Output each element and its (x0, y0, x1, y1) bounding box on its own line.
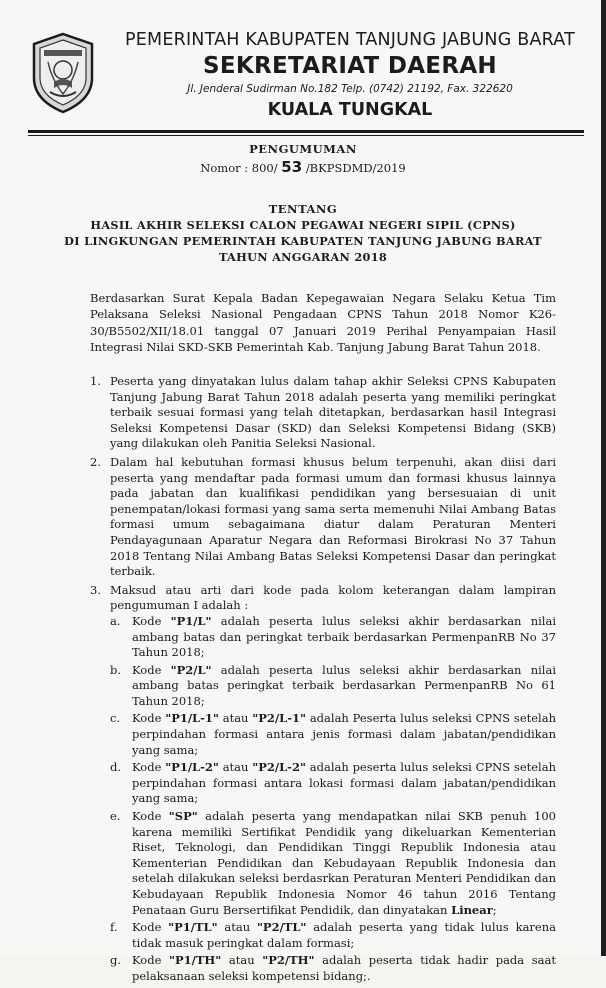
subitem-marker: e. (110, 809, 121, 824)
code-definition (110, 760, 556, 807)
item-marker: 1. (90, 374, 101, 388)
number-prefix: Nomor : 800/ (200, 161, 278, 175)
code-label: "P1/TL" (168, 920, 218, 935)
subitem-post: adalah Peserta lulus seleksi CPNS setelah perpindahan formasi antara jenis formasi dalam jabatan/pendidikan yang sama; (132, 711, 556, 757)
subitem-mid: atau (221, 953, 263, 968)
code-definition (110, 809, 556, 918)
item-text: Maksud atau arti dari kode pada kolom keterangan dalam lampiran pengumuman I adalah : (110, 582, 556, 613)
subitem-marker: d. (110, 760, 122, 775)
code-label-alt: "P2/TH" (262, 953, 315, 968)
subitem-post: adalah peserta tidak hadir pada saat pelaksanaan seleksi kompetensi bidang;. (132, 953, 556, 983)
code-label-alt: "P2/L-1" (252, 711, 306, 726)
about-heading: TENTANG (268, 202, 338, 216)
letterhead (110, 28, 590, 121)
subitem-post: adalah peserta lulus seleksi akhir berdasarkan nilai ambang batas dan peringkat terbaik berdasarkan PermenpanRB No 37 Tahun 2018; (132, 613, 556, 660)
government-name: PEMERINTAH KABUPATEN TANJUNG JABUNG BARAT (125, 30, 575, 50)
number-value: 53 (281, 158, 303, 176)
subitem-pre: Kode (132, 953, 169, 968)
subitem-post: adalah peserta lulus seleksi CPNS setelah perpindahan formasi antara lokasi formasi dalam jabatan/pendidikan yang sama; (132, 760, 556, 806)
code-label: "P2/L" (170, 662, 212, 677)
regency-crest-icon (30, 32, 96, 114)
subitem-mid: atau (218, 711, 253, 726)
office-name: SEKRETARIAT DAERAH (203, 53, 497, 79)
code-label-alt: "P2/L-2" (252, 760, 306, 775)
item-text: Dalam hal kebutuhan formasi khusus belum terpenuhi, akan diisi dari peserta yang mendaftar pada formasi umum dan formasi khusus lainnya pada jabatan dan kualifikasi pendidikan yang bersesuaian di unit penempatan/lokasi formasi yang sama serta memenuhi Nilai Ambang Batas formasi umum sebagaimana diatur dalam Peraturan Menteri Pendayagunaan Aparatur Negara dan Reformasi Birokrasi No 37 Tahun 2018 Tentang Nilai Ambang Batas Seleksi Kompetensi Dasar dan peringkat terbaik. (110, 454, 556, 579)
title-line: TAHUN ANGGARAN 2018 (218, 250, 388, 264)
subitem-tail: ; (492, 902, 497, 917)
subitem-pre: Kode (132, 920, 169, 935)
code-definition (110, 663, 556, 710)
subitem-pre: Kode (132, 662, 171, 677)
code-definition (110, 711, 556, 758)
subitem-marker: f. (110, 920, 118, 935)
subitem-post: adalah peserta yang tidak lulus karena tidak masuk peringkat dalam formasi; (132, 920, 556, 950)
item-text: Peserta yang dinyatakan lulus dalam tahap akhir Seleksi CPNS Kabupaten Tanjung Jabung Barat Tahun 2018 adalah peserta yang memiliki peringkat terbaik sesuai formasi yang telah ditetapkan, berdasarkan hasil Integrasi Seleksi Kompetensi Dasar (SKD) dan Seleksi Kompetensi Bidang (SKB) yang dilakukan oleh Panitia Seleksi Nasional. (110, 374, 556, 451)
subitem-post: adalah peserta yang mendapatkan nilai SKB penuh 100 karena memiliki Sertifikat Pendidik yang dikeluarkan Kementerian Riset, Teknologi, dan Pendidikan Tinggi Republik Indonesia atau Kementerian Pendidikan dan Kebudayaan Republik Indonesia dan setelah dilakukan seleksi berdasrkan Peraturan Menteri Pendidikan dan Kebudayaan Republik Indonesia Nomor 46 tahun 2016 Tentang Penataan Guru Bersertifikat Pendidik, dan dinyatakan (132, 809, 556, 917)
code-label: "P1/L-1" (165, 711, 219, 726)
subitem-marker: b. (110, 662, 122, 677)
office-city: KUALA TUNGKAL (267, 100, 433, 120)
code-label: "P1/L" (170, 613, 212, 628)
code-label: "SP" (168, 809, 198, 824)
subitem-marker: g. (110, 953, 122, 968)
code-definition (110, 953, 556, 984)
code-label-alt: "P2/TL" (256, 920, 307, 935)
title-line: HASIL AKHIR SELEKSI CALON PEGAWAI NEGERI SIPIL (CPNS) (90, 218, 516, 232)
subitem-pre: Kode (132, 760, 166, 775)
number-suffix: /BKPSDMD/2019 (305, 161, 406, 175)
subitem-pre: Kode (132, 809, 169, 824)
announcement-label: PENGUMUMAN (249, 142, 357, 156)
code-definition (110, 920, 556, 951)
subitem-marker: c. (110, 711, 121, 726)
code-definition (110, 614, 556, 661)
letterhead-rule-thin (28, 135, 584, 136)
item-marker: 2. (90, 454, 101, 469)
subitem-marker: a. (110, 613, 121, 628)
subitem-post: adalah peserta lulus seleksi akhir berdasarkan nilai ambang batas peringkat terbaik berdasarkan PermenpanRB No 61 Tahun 2018; (132, 662, 556, 708)
subitem-pre: Kode (132, 613, 171, 628)
office-address: Jl. Jenderal Sudirman No.182 Telp. (0742) 21192, Fax. 322620 (187, 83, 513, 95)
subitem-pre: Kode (132, 711, 166, 726)
title-line: DI LINGKUNGAN PEMERINTAH KABUPATEN TANJUNG JABUNG BARAT (64, 234, 542, 248)
intro-paragraph: Berdasarkan Surat Kepala Badan Kepegawaian Negara Selaku Ketua Tim Pelaksana Seleksi Nasional Pengadaan CPNS Tahun 2018 Nomor K26-30/B5502/XII/18.01 tanggal 07 Januari 2019 Perihal Penyampaian Hasil Integrasi Nilai SKD-SKB Pemerintah Kab. Tanjung Jabung Barat Tahun 2018. (90, 291, 556, 355)
announcement-list (90, 374, 556, 988)
letterhead-rule-thick (28, 130, 584, 133)
subitem-mid: atau (218, 760, 253, 775)
list-item (90, 374, 556, 452)
code-definitions (110, 614, 556, 985)
list-item (90, 455, 556, 580)
subitem-mid: atau (217, 920, 257, 935)
announcement-number (0, 158, 606, 176)
scan-edge (601, 0, 606, 956)
linear-label: Linear (451, 902, 493, 917)
list-item (90, 583, 556, 985)
item-marker: 3. (90, 582, 101, 597)
code-label: "P1/L-2" (165, 760, 219, 775)
code-label: "P1/TH" (169, 953, 222, 968)
